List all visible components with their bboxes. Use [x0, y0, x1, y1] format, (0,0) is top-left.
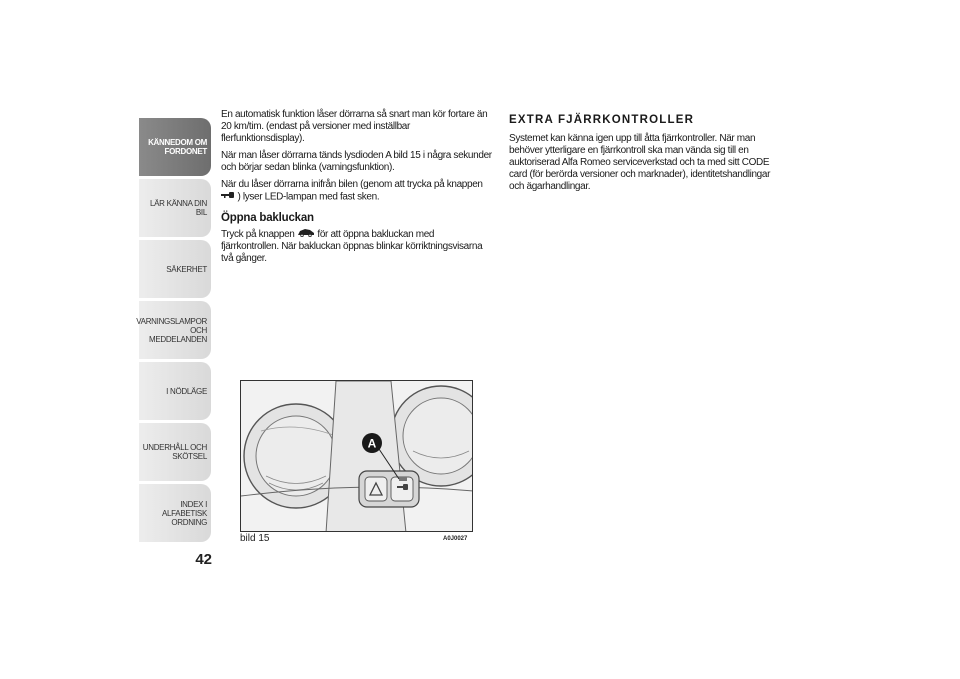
- tab-label-line1: INDEX I ALFABETISK: [161, 499, 207, 518]
- figure-dashboard-buttons: [240, 380, 473, 532]
- text-column-left: [221, 109, 493, 270]
- tab-sakerhet[interactable]: [139, 240, 211, 298]
- tab-index[interactable]: [139, 484, 211, 542]
- paragraph-lock-inside-a: När du låser dörrarna inifrån bilen (genom att trycka på knappen: [221, 179, 483, 190]
- key-lock-icon: [221, 191, 235, 203]
- text-column-right: [509, 114, 781, 198]
- car-trunk-icon: [297, 228, 315, 241]
- tab-label-line1: SÄKERHET: [166, 264, 207, 274]
- paragraph-open-trunk-b: för att öppna bakluckan med fjärrkontrollen. När bakluckan öppnas blinkar körriktningsvisarna två gånger.: [221, 228, 483, 264]
- tab-label-line1: I NÖDLÄGE: [166, 386, 207, 396]
- tab-label-line2: OCH MEDDELANDEN: [148, 325, 207, 344]
- chapter-sidebar: [136, 118, 211, 545]
- figure-caption: bild 15: [240, 533, 270, 544]
- section-heading-trunk: Öppna bakluckan: [221, 211, 314, 224]
- dashboard-illustration: [241, 381, 473, 532]
- tab-varningslampor[interactable]: [136, 301, 211, 359]
- paragraph-open-trunk-a: Tryck på knappen: [221, 228, 295, 240]
- tab-kannedom-om-fordonet[interactable]: [139, 118, 211, 176]
- callout-a-label: A: [367, 436, 377, 451]
- paragraph-open-trunk: [221, 228, 493, 265]
- page-number: 42: [195, 551, 212, 568]
- tab-label-line1: UNDERHÅLL OCH: [142, 443, 207, 452]
- figure-code: A0J0027: [443, 536, 468, 542]
- tab-label-line1: VARNINGSLAMPOR: [136, 316, 207, 326]
- paragraph-lock-inside: [221, 179, 493, 204]
- tab-lar-kanna-din-bil[interactable]: [139, 179, 211, 237]
- tab-i-nodlage[interactable]: [139, 362, 211, 420]
- paragraph-extra-remotes: Systemet kan känna igen upp till åtta fjärrkontroller. När man behöver ytterligare en fjärrkontroll ska man vända sig till en auktoriserad Alfa Romeo serviceverkstad och ta med sitt CODE card (för berörda versioner och marknader), identitetshandlingar och ägarhandlingar.: [509, 133, 771, 192]
- tab-underhall-och-skotsel[interactable]: [139, 423, 211, 481]
- tab-label-line1: KÄNNEDOM OM: [148, 138, 207, 147]
- tab-label-line2: FORDONET: [164, 147, 207, 156]
- tab-label-line2: ORDNING: [171, 517, 207, 527]
- paragraph-auto-lock: En automatisk funktion låser dörrarna så snart man kör fortare än 20 km/tim. (endast på versioner med inställbar flerfunktionsdisplay).: [221, 109, 488, 144]
- paragraph-led-blink: När man låser dörrarna tänds lysdioden A bild 15 i några sekunder och börjar sedan blinka (varningsfunktion).: [221, 150, 492, 173]
- section-heading-extra-remotes: EXTRA FJÄRRKONTROLLER: [509, 114, 695, 126]
- paragraph-lock-inside-b: ) lyser LED-lampan med fast sken.: [237, 191, 380, 203]
- tab-label-line1: LÄR KÄNNA DIN BIL: [149, 199, 207, 217]
- tab-label-line2: SKÖTSEL: [172, 452, 207, 461]
